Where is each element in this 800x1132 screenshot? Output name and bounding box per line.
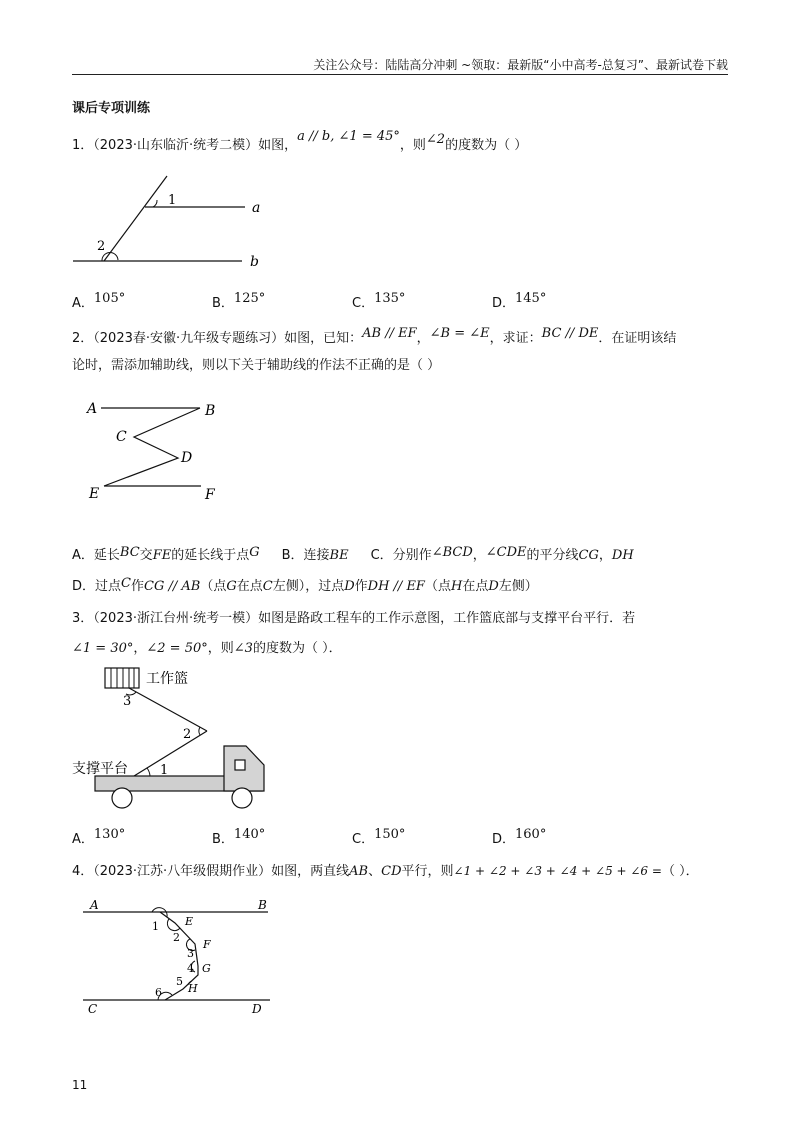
q3-upper-arm (129, 688, 207, 731)
q1-angle-1-arc (153, 200, 157, 207)
q4-label-d: D (252, 1002, 262, 1016)
q2-option-a[interactable] (72, 545, 260, 563)
q1-figure (70, 170, 270, 275)
q2-od-p12: （点 (424, 579, 451, 594)
q4-p6: （ ）． (661, 864, 699, 879)
q3-option-b[interactable] (212, 827, 352, 849)
q2-label-b: B (205, 403, 216, 419)
q2-od-p7: C (262, 579, 273, 594)
question-4-stem (72, 862, 699, 881)
q3-math-angle2: ∠2 = 50° (146, 641, 208, 656)
q2-oc-p0: 分别作 (392, 548, 432, 563)
section-title: 课后专项训练 (72, 101, 151, 116)
q2-od-p13: H (450, 579, 463, 594)
q4-label-c: C (88, 1002, 98, 1016)
q2-od-p0: 过点 (95, 579, 122, 594)
q2-od-p6: 在点 (236, 579, 263, 594)
q4-figure (80, 895, 280, 1020)
q3-label-2: 2 (183, 727, 192, 742)
q2-number: 2． (72, 331, 94, 346)
q3-option-d-letter: D． (492, 832, 516, 847)
q3-option-a-letter: A． (72, 832, 94, 847)
q2-od-p8: 左侧），过点 (272, 579, 345, 594)
q3-number: 3． (72, 611, 94, 626)
q3-option-d-value: 160° (515, 827, 547, 842)
q4-label-6: 6 (155, 986, 162, 999)
q2-math-ab-ef: AB // EF (362, 326, 417, 341)
q2-od-p10: 作 (354, 579, 368, 594)
page-header: 关注公众号：陆陆高分冲刺 ~领取：最新版“小中高考-总复习”、最新试卷下载 (313, 58, 728, 72)
q2-oc-p3: ∠CDE (485, 545, 527, 560)
q4-source: （2023·江苏·八年级假期作业） (93, 864, 272, 879)
q2-oc-p1: ∠BCD (431, 545, 473, 560)
q1-label-b: b (250, 254, 259, 270)
q2-oa-p3: FE (152, 548, 172, 563)
q4-math-sum: ∠1 + ∠2 + ∠3 + ∠4 + ∠5 + ∠6 = (453, 864, 662, 878)
page-number: 11 (72, 1078, 88, 1092)
q2-oa-p5: G (249, 545, 260, 560)
q3-lower-arm (134, 731, 207, 776)
q2-od-p11: DH // EF (367, 579, 425, 594)
q1-label-2: 2 (97, 239, 106, 254)
q2-option-b-letter: B． (281, 548, 304, 563)
q2-od-p1: C (121, 576, 131, 591)
q3-option-c-letter: C． (352, 832, 375, 847)
q4-arc-2 (167, 919, 180, 931)
q3-angle-2-arc (199, 727, 200, 735)
q2-oc-p5: CG (578, 548, 599, 563)
q2-part-2: ， (416, 331, 430, 346)
q2-option-a-letter: A． (72, 548, 94, 563)
q1-label-1: 1 (168, 193, 177, 208)
q1-text-a: 如图， (258, 138, 298, 153)
q1-option-a-value: 105° (93, 291, 126, 306)
q1-option-d-letter: D． (492, 296, 516, 311)
q4-number: 4． (72, 864, 94, 879)
q3-cab-window (235, 760, 245, 770)
q4-label-g: G (202, 962, 211, 975)
q2-figure (80, 395, 240, 507)
q2-ob-p0: 连接 (303, 548, 330, 563)
q1-option-c-letter: C． (352, 296, 375, 311)
q2-options-line1 (72, 547, 634, 565)
q1-option-b-value: 125° (233, 291, 266, 306)
q2-part-4: ，求证： (489, 331, 542, 346)
q2-part-0: 如图，已知： (284, 331, 363, 346)
question-3-stem-line2 (72, 640, 342, 658)
q2-label-a: A (87, 401, 98, 417)
q3-label-1: 1 (160, 763, 169, 778)
q2-oc-p7: DH (611, 548, 634, 563)
q2-od-p3: CG // AB (144, 579, 201, 594)
q4-label-2: 2 (173, 931, 180, 944)
q2-oc-p2: ， (472, 548, 486, 563)
q2-od-p4: （点 (200, 579, 227, 594)
q2-od-p14: 在点 (462, 579, 489, 594)
q3-option-b-letter: B． (212, 832, 234, 847)
q4-label-a: A (90, 898, 99, 912)
q2-zigzag (104, 408, 200, 486)
q4-label-b: B (258, 898, 267, 912)
q3-source: （2023·浙江台州·统考一模） (93, 611, 259, 626)
q1-option-b-letter: B． (212, 296, 234, 311)
q1-option-d-value: 145° (515, 291, 547, 306)
q3-option-d[interactable] (492, 827, 632, 849)
q1-option-a[interactable] (72, 291, 212, 313)
q4-label-h: H (188, 982, 198, 995)
q3-angle-1-arc (147, 768, 150, 776)
q1-transversal (104, 176, 167, 261)
q1-option-c-value: 135° (374, 291, 406, 306)
q3-figure (70, 662, 300, 812)
q4-label-1: 1 (152, 920, 159, 933)
q1-options (72, 291, 732, 313)
q2-oa-p1: BC (119, 545, 140, 560)
q4-label-f: F (203, 938, 211, 951)
q1-math-a: a // b, ∠1 = 45° (297, 129, 400, 144)
q4-math-cd: CD (381, 864, 402, 879)
q4-p0: 如图，两直线 (271, 864, 350, 879)
q2-label-c: C (116, 429, 127, 445)
q2-oc-p6: ， (598, 548, 612, 563)
question-1-stem (72, 129, 528, 155)
q3-math-angle3: ∠3 (233, 641, 253, 656)
q2-label-e: E (89, 486, 100, 502)
q3-label-basket: 工作篮 (146, 671, 188, 687)
q2-od-p5: G (226, 579, 237, 594)
q3-p3: ，则 (207, 641, 234, 656)
q3-option-c-value: 150° (374, 827, 406, 842)
q3-option-c[interactable] (352, 827, 492, 849)
q3-options (72, 827, 732, 849)
header-divider (72, 74, 728, 75)
q1-math-b: ∠2 (425, 132, 446, 147)
q2-option-c-letter: C． (370, 548, 393, 563)
question-3-stem-line1 (72, 610, 635, 628)
q1-label-a: a (252, 200, 261, 216)
q1-text-b: ，则 (399, 138, 426, 153)
q2-ob-p1: BE (329, 548, 349, 563)
q1-option-b[interactable] (212, 291, 352, 313)
q4-p2: 、 (368, 864, 382, 879)
q4-math-ab: AB (349, 864, 369, 879)
q4-label-3: 3 (187, 947, 194, 960)
q3-label-3: 3 (123, 694, 132, 709)
q2-oa-p0: 延长 (93, 548, 120, 563)
q1-option-a-letter: A． (72, 296, 94, 311)
q2-option-c[interactable] (371, 545, 634, 563)
question-2-stem-line2: 论时，需添加辅助线，则以下关于辅助线的作法不正确的是（ ） (72, 358, 441, 373)
q2-oa-p2: 交 (139, 548, 153, 563)
q4-p4: 平行，则 (401, 864, 454, 879)
q2-option-b[interactable] (282, 548, 349, 563)
q1-source: （2023·山东临沂·统考二模） (93, 138, 259, 153)
q2-label-d: D (181, 450, 193, 466)
q1-option-c[interactable] (352, 291, 492, 313)
q2-label-f: F (205, 487, 215, 503)
q2-option-d[interactable] (72, 578, 538, 596)
q3-p5: 的度数为（ ）． (252, 641, 342, 656)
q4-label-e: E (185, 915, 194, 928)
q2-oa-p4: 的延长线于点 (171, 548, 250, 563)
q2-math-angle-b-e: ∠B = ∠E (429, 326, 490, 341)
q3-math-angle1: ∠1 = 30° (72, 641, 134, 656)
q2-source: （2023春·安徽·九年级专题练习） (93, 331, 285, 346)
q2-od-p9: D (344, 579, 355, 594)
q3-wheel-left (112, 788, 132, 808)
q3-wheel-right (232, 788, 252, 808)
q3-option-b-value: 140° (233, 827, 266, 842)
q4-label-5: 5 (176, 975, 183, 988)
q1-number: 1． (72, 138, 94, 153)
q1-option-d[interactable] (492, 291, 632, 313)
q3-option-a[interactable] (72, 827, 212, 849)
q1-text-c: 的度数为（ ） (445, 138, 528, 153)
q2-part-6: ．在证明该结 (598, 331, 677, 346)
q4-label-4: 4 (187, 962, 194, 975)
q2-option-d-letter: D． (72, 579, 96, 594)
q3-label-platform: 支撑平台 (72, 761, 128, 777)
q2-od-p2: 作 (130, 579, 144, 594)
question-2-stem-line1 (72, 326, 677, 348)
q3-option-a-value: 130° (93, 827, 126, 842)
q2-od-p15: D (488, 579, 499, 594)
q3-p1: ， (133, 641, 147, 656)
q2-od-p16: 左侧） (498, 579, 538, 594)
q2-math-bc-de: BC // DE (541, 326, 599, 341)
q2-oc-p4: 的平分线 (526, 548, 579, 563)
q3-line1-text: 如图是路政工程车的工作示意图，工作篮底部与支撑平台平行．若 (258, 611, 636, 626)
